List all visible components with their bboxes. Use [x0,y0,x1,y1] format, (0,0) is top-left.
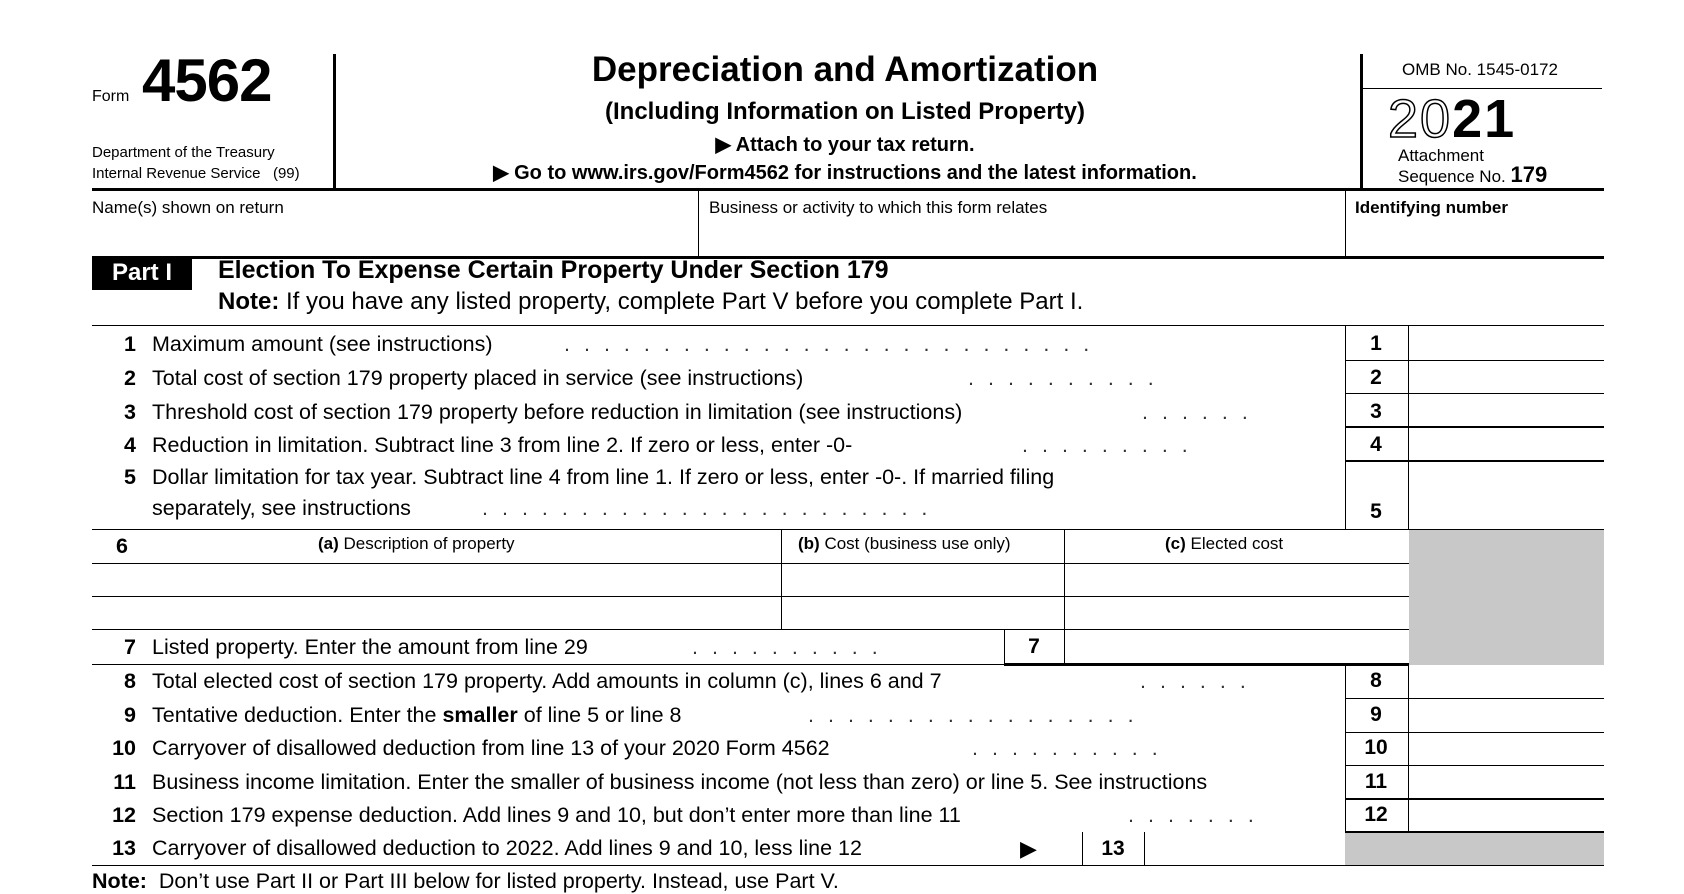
part-label: Part I [92,256,192,290]
col-label: Elected cost [1190,534,1284,553]
form-title: Depreciation and Amortization [591,50,1099,89]
leader-dots: ......... [1022,433,1202,457]
box-number: 13 [1101,837,1125,860]
year-hollow: 20 [1388,89,1453,149]
line-number: 10 [112,736,136,760]
line-9-input[interactable] [1410,699,1602,731]
department-name: Department of the Treasury [92,144,275,161]
sequence-label: Sequence No. [1398,167,1506,186]
line-text: Listed property. Enter the amount from line 29 [152,635,588,659]
leader-dots: ....... [1128,803,1268,827]
col-c-header [1165,534,1283,554]
leader-dots: ...... [1140,669,1260,693]
line-number: 4 [124,433,136,457]
line-6c-row2-input[interactable] [1065,597,1408,629]
line-number: 11 [113,770,136,794]
line-3-input[interactable] [1410,394,1602,426]
line-text: Reduction in limitation. Subtract line 3 from line 2. If zero or less, enter -0- [152,433,853,457]
tax-year [1388,88,1516,150]
line-text: Total cost of section 179 property placed in service (see instructions) [152,366,804,390]
line-1-input[interactable] [1410,327,1602,359]
leader-dots: ........................... [564,332,1104,356]
divider [92,865,1604,866]
omb-number: OMB No. 1545-0172 [1402,60,1558,79]
col-letter: (a) [318,534,339,553]
line-text: Section 179 expense deduction. Add lines 9 and 10, but don’t enter more than line 11 [152,803,961,827]
text-part: Tentative deduction. Enter the [152,703,443,727]
box-number: 3 [1370,400,1382,423]
line-5-input[interactable] [1410,462,1602,528]
col-letter: (b) [798,534,820,553]
irs-code: (99) [272,165,300,182]
names-input[interactable] [92,218,696,256]
box-number: 8 [1370,669,1382,692]
box-number: 11 [1364,770,1388,793]
shaded-area [1409,530,1604,665]
names-label: Name(s) shown on return [92,198,284,217]
col-a-header [318,534,515,554]
box-number: 2 [1370,366,1382,389]
col-label: Cost (business use only) [824,534,1011,553]
line-text [152,703,682,728]
bottom-note [92,869,839,894]
attach-note: ▶ Attach to your tax return. [715,134,975,156]
line-text: Threshold cost of section 179 property before reduction in limitation (see instructions) [152,400,963,424]
part-title: Election To Expense Certain Property Under Section 179 [218,256,889,284]
line-6-number: 6 [116,534,128,558]
line-text: Total elected cost of section 179 property. Add amounts in column (c), lines 6 and 7 [152,669,942,693]
divider [1004,663,1409,666]
goto-note: ▶ Go to www.irs.gov/Form4562 for instructions and the latest information. [493,162,1197,184]
divider [1408,665,1409,832]
col-b-header [798,534,1011,554]
line-number: 5 [124,465,136,489]
line-text: Maximum amount (see instructions) [152,332,493,356]
line-number: 8 [124,669,136,693]
line-number: 13 [112,836,136,860]
box-number: 10 [1364,736,1388,759]
leader-dots: ................. [808,703,1148,727]
line-12-input[interactable] [1410,800,1602,831]
form-number: 4562 [142,47,272,114]
line-text: Dollar limitation for tax year. Subtract line 4 from line 1. If zero or less, enter -0-. If married filing [152,465,1055,489]
leader-dots: ...... [1142,400,1262,424]
divider [333,54,336,188]
line-6a-row1-input[interactable] [92,564,780,596]
col-letter: (c) [1165,534,1186,553]
line-text: Business income limitation. Enter the smaller of business income (not less than zero) or line 5. See instructions [152,770,1208,794]
line-number: 12 [112,803,136,827]
divider [92,529,1604,530]
divider [92,664,1004,665]
attachment-sequence [1398,146,1547,186]
form-subtitle: (Including Information on Listed Property) [605,98,1085,125]
line-number: 1 [124,332,136,356]
line-7-input[interactable] [1065,630,1408,664]
leader-dots: .......... [968,366,1168,390]
note-bold: Note: [92,869,147,893]
note-text: If you have any listed property, complete Part V before you complete Part I. [286,288,1084,315]
line-4-input[interactable] [1410,428,1602,460]
divider [698,191,699,257]
line-number: 7 [124,635,136,659]
attachment-label: Attachment [1398,146,1484,165]
box-number: 9 [1370,703,1382,726]
box-number: 1 [1370,332,1382,355]
form-label: Form [92,88,130,105]
id-input[interactable] [1355,218,1600,256]
box-number: 5 [1370,500,1382,523]
divider [92,188,1604,191]
sequence-number: 179 [1510,162,1548,187]
line-6a-row2-input[interactable] [92,597,780,629]
line-2-input[interactable] [1410,361,1602,393]
department [92,142,300,184]
part-note [218,288,1083,316]
line-6b-row1-input[interactable] [782,564,1063,596]
note-bold: Note: [218,288,280,315]
business-label: Business or activity to which this form relates [709,198,1048,217]
line-number: 9 [124,703,136,727]
line-number: 2 [124,366,136,390]
line-11-input[interactable] [1410,766,1602,798]
irs-name: Internal Revenue Service [92,165,261,182]
line-6c-row1-input[interactable] [1065,564,1408,596]
id-label: Identifying number [1355,198,1508,217]
shaded-area [1345,833,1604,866]
box-number: 4 [1370,433,1382,456]
year-bold: 21 [1452,89,1517,149]
text-part: of line 5 or line 8 [517,703,682,727]
col-label: Description of property [343,534,515,553]
line-13-input[interactable] [1145,833,1344,865]
divider [1345,191,1346,257]
box-number: 12 [1364,803,1388,826]
arrow-icon: ▶ [1020,836,1037,861]
leader-dots: .......... [972,736,1172,760]
line-10-input[interactable] [1410,733,1602,765]
line-number: 3 [124,400,136,424]
line-text: Carryover of disallowed deduction to 2022. Add lines 9 and 10, less line 12 [152,836,862,860]
line-8-input[interactable] [1410,666,1602,698]
line-text: separately, see instructions [152,496,411,520]
line-6b-row2-input[interactable] [782,597,1063,629]
leader-dots: ....................... [482,496,942,520]
divider [92,325,1604,326]
line-text: Carryover of disallowed deduction from line 13 of your 2020 Form 4562 [152,736,830,760]
leader-dots: .......... [692,635,892,659]
text-bold: smaller [442,703,518,727]
note-text: Don’t use Part II or Part III below for listed property. Instead, use Part V. [158,869,839,893]
box-number: 7 [1028,635,1040,658]
business-input[interactable] [709,218,1339,256]
